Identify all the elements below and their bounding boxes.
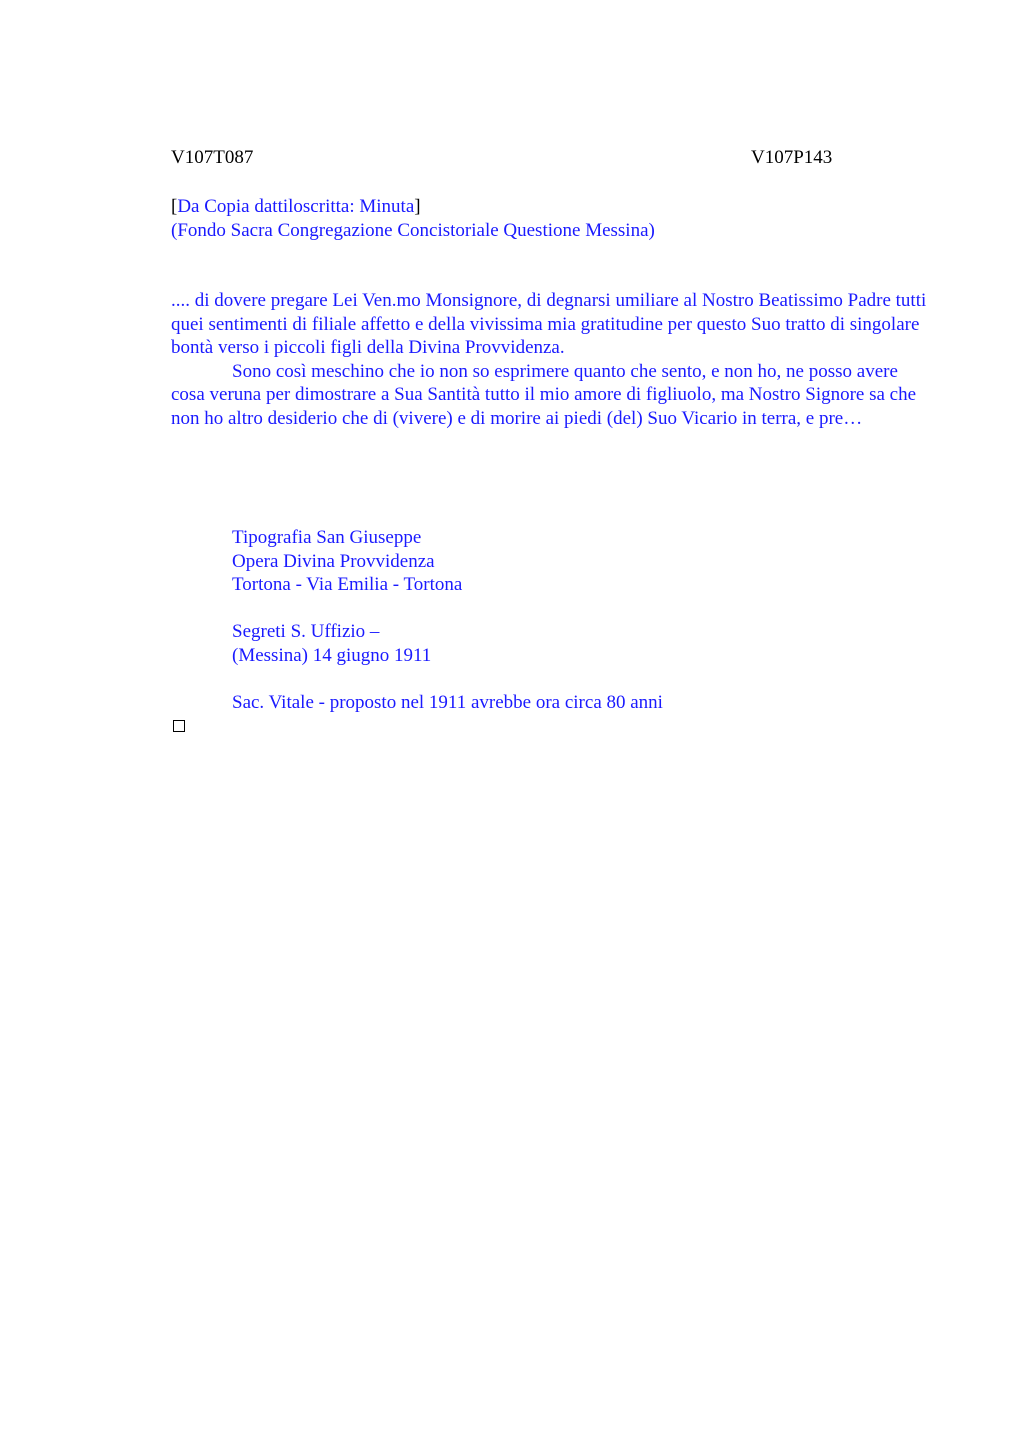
tipografia-line-3: Tortona - Via Emilia - Tortona: [232, 574, 463, 596]
source-note: [171, 195, 931, 242]
vitale-line: Sac. Vitale - proposto nel 1911 avrebbe ora circa 80 anni: [232, 692, 663, 714]
tipografia-note: [232, 526, 932, 597]
tipografia-line-1: Tipografia San Giuseppe: [232, 527, 422, 548]
page-reference-code: V107P143: [751, 147, 833, 168]
source-bracket-open: [: [171, 196, 178, 217]
annotation-notes: [232, 526, 932, 738]
letter-paragraph-2: Sono così meschino che io non so esprimere quanto che sento, e non ho, ne posso avere cosa veruna per dimostrare a Sua Santità tutto il mio amore di figliuolo, ma Nostro Signore sa che non ho altro desiderio che di (vivere) e di morire ai piedi (del) Suo Vicario in terra, e pre…: [171, 360, 917, 429]
source-label: Da Copia dattiloscritta: Minuta: [177, 196, 415, 217]
checkbox-square-icon: [173, 720, 185, 732]
source-bracket-close: ]: [414, 196, 421, 217]
tipografia-line-2: Opera Divina Provvidenza: [232, 550, 435, 572]
segreti-line-1: Segreti S. Uffizio –: [232, 621, 380, 643]
source-label-line: [171, 195, 931, 219]
source-fondo: (Fondo Sacra Congregazione Concistoriale Questione Messina): [171, 219, 655, 241]
letter-paragraph-1: .... di dovere pregare Lei Ven.mo Monsignore, di degnarsi umiliare al Nostro Beatissimo Padre tutti quei sentimenti di filiale affetto e della vivissima mia gratitudine per questo Suo tratto di singolare bontà verso i piccoli figli della Divina Provvidenza.: [171, 290, 927, 359]
segreti-line-2: (Messina) 14 giugno 1911: [232, 644, 432, 666]
segreti-note: [232, 620, 932, 667]
document-reference-code: V107T087: [171, 147, 254, 168]
vitale-note: [232, 691, 932, 715]
letter-body: [171, 289, 931, 431]
